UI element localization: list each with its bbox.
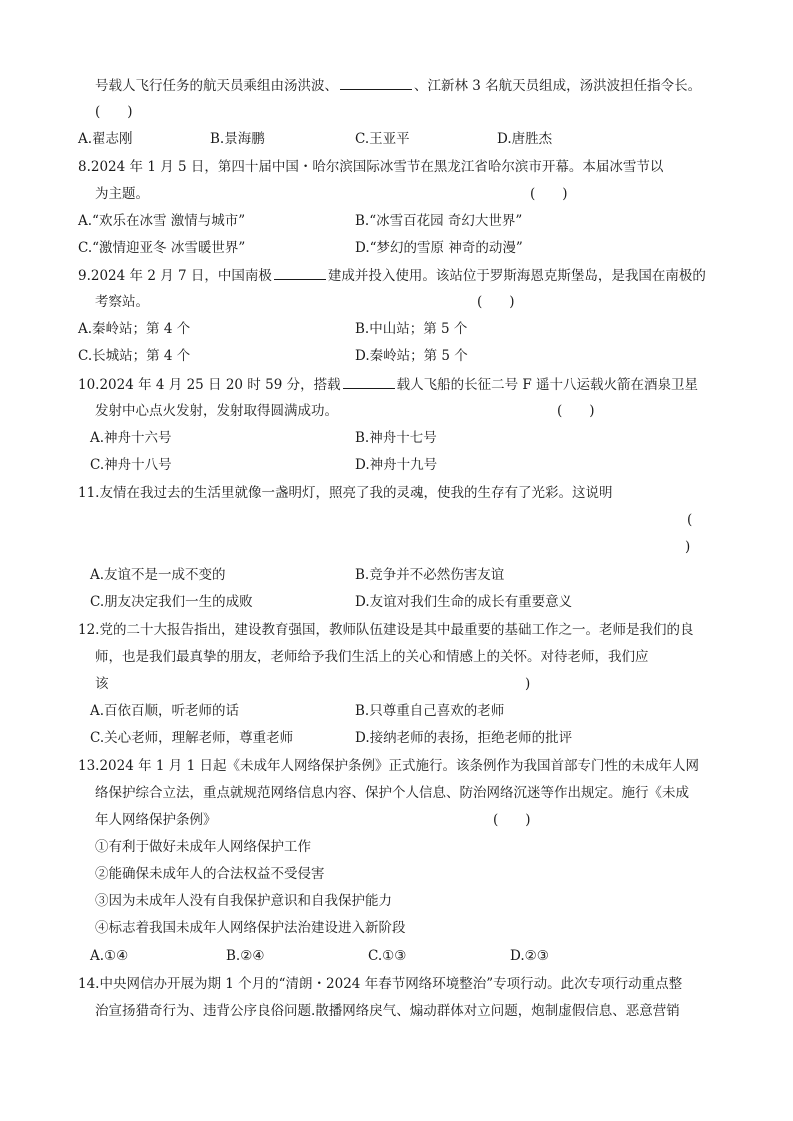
q12-stem-line2: 师，也是我们最真挚的朋友，老师给予我们生活上的关心和情感上的关怀。对待老师，我们应	[95, 649, 649, 665]
q9-option-d: D.秦岭站；第 5 个	[355, 348, 468, 364]
q12-paren-close: )	[525, 676, 531, 692]
q10-text-post: 载人飞船的长征二号 F 遥十八运载火箭在酒泉卫星	[396, 377, 699, 393]
q7-option-a: A.翟志刚	[78, 131, 133, 147]
q10-answer-blank	[343, 374, 395, 389]
q9-stem-line1	[78, 265, 706, 286]
q13-stem-line1: 13.2024 年 1 月 1 日起《未成年人网络保护条例》正式施行。该条例作为我国首部专门性的未成年人网	[78, 758, 699, 774]
q8-paren: ( )	[530, 186, 568, 202]
q10-paren: ( )	[557, 403, 595, 419]
q11-option-d: D.友谊对我们生命的成长有重要意义	[355, 594, 573, 610]
q7-text-post: 、江新林 3 名航天员组成，汤洪波担任指令长。	[414, 78, 702, 94]
q12-option-d: D.接纳老师的表扬，拒绝老师的批评	[355, 730, 573, 746]
q12-stem-line3: 该	[95, 676, 109, 692]
q8-option-d: D.“梦幻的雪原 神奇的动漫”	[355, 240, 523, 256]
q7-answer-blank	[340, 75, 412, 90]
q11-stem-line1: 11.友情在我过去的生活里就像一盏明灯，照亮了我的灵魂，使我的生存有了光彩。这说明	[78, 485, 613, 501]
q9-option-b: B.中山站；第 5 个	[355, 321, 468, 337]
q8-stem-line1: 8.2024 年 1 月 5 日，第四十届中国・哈尔滨国际冰雪节在黑龙江省哈尔滨市开幕。本届冰雪节以	[78, 159, 664, 175]
q10-option-a: A.神舟十六号	[90, 430, 172, 446]
q13-stem-line3: 年人网络保护条例》	[95, 812, 217, 828]
q8-option-b: B.“冰雪百花园 奇幻大世界”	[355, 213, 523, 229]
q10-option-c: C.神舟十八号	[90, 457, 172, 473]
q8-stem-line2: 为主题。	[95, 186, 149, 202]
q7-stem-line1	[95, 75, 701, 96]
q10-stem-line2: 发射中心点火发射，发射取得圆满成功。	[95, 403, 338, 419]
q9-option-c: C.长城站；第 4 个	[78, 348, 191, 364]
q13-option-a: A.①④	[90, 948, 129, 964]
q14-stem-line1: 14.中央网信办开展为期 1 个月的“清朗・2024 年春节网络环境整治”专项行动。此次专项行动重点整	[78, 976, 683, 992]
q7-paren: ( )	[95, 104, 133, 120]
q12-stem-line1: 12.党的二十大报告指出，建设教育强国，教师队伍建设是其中最重要的基础工作之一。老师是我们的良	[78, 622, 694, 638]
q12-option-b: B.只尊重自己喜欢的老师	[355, 703, 505, 719]
q7-option-c: C.王亚平	[355, 131, 410, 147]
q9-stem-line2: 考察站。	[95, 294, 149, 310]
q13-stem-line2: 络保护综合立法，重点就规范网络信息内容、保护个人信息、防治网络沉迷等作出规定。施行《未成	[95, 785, 689, 801]
q13-statement-4: ④标志着我国未成年人网络保护法治建设进入新阶段	[95, 920, 406, 936]
q11-option-c: C.朋友决定我们一生的成败	[90, 594, 253, 610]
q7-option-d: D.唐胜杰	[497, 131, 553, 147]
q11-option-a: A.友谊不是一成不变的	[90, 567, 226, 583]
q13-statement-1: ①有利于做好未成年人网络保护工作	[95, 839, 311, 855]
q12-option-c: C.关心老师，理解老师，尊重老师	[90, 730, 294, 746]
q10-text-pre: 10.2024 年 4 月 25 日 20 时 59 分，搭载	[78, 377, 341, 393]
q10-option-d: D.神舟十九号	[355, 457, 438, 473]
q9-text-pre: 9.2024 年 2 月 7 日，中国南极	[78, 268, 272, 284]
q10-stem-line1	[78, 374, 698, 395]
q13-paren: ( )	[493, 812, 531, 828]
q13-statement-3: ③因为未成年人没有自我保护意识和自我保护能力	[95, 893, 392, 909]
q12-option-a: A.百依百顺，听老师的话	[90, 703, 240, 719]
q9-text-post: 建成并投入使用。该站位于罗斯海恩克斯堡岛，是我国在南极的	[327, 268, 706, 284]
q8-option-a: A.“欢乐在冰雪 激情与城市”	[78, 213, 246, 229]
q11-paren-close: )	[685, 539, 691, 555]
q13-option-c: C.①③	[368, 948, 407, 964]
q10-option-b: B.神舟十七号	[355, 430, 437, 446]
q14-stem-line2: 治宣扬猎奇行为、违背公序良俗问题.散播网络戾气、煽动群体对立问题，炮制虚假信息、恶意营销	[95, 1003, 680, 1019]
q13-option-d: D.②③	[510, 948, 549, 964]
q11-paren-open: (	[687, 512, 693, 528]
q7-text-pre: 号载人飞行任务的航天员乘组由汤洪波、	[95, 78, 338, 94]
q9-paren: ( )	[477, 294, 515, 310]
q13-statement-2: ②能确保未成年人的合法权益不受侵害	[95, 866, 325, 882]
q11-option-b: B.竞争并不必然伤害友谊	[355, 567, 505, 583]
q9-answer-blank	[274, 265, 326, 280]
q9-option-a: A.秦岭站；第 4 个	[78, 321, 191, 337]
q8-option-c: C.“激情迎亚冬 冰雪暖世界”	[78, 240, 246, 256]
q7-option-b: B.景海鹏	[210, 131, 265, 147]
q13-option-b: B.②④	[226, 948, 265, 964]
